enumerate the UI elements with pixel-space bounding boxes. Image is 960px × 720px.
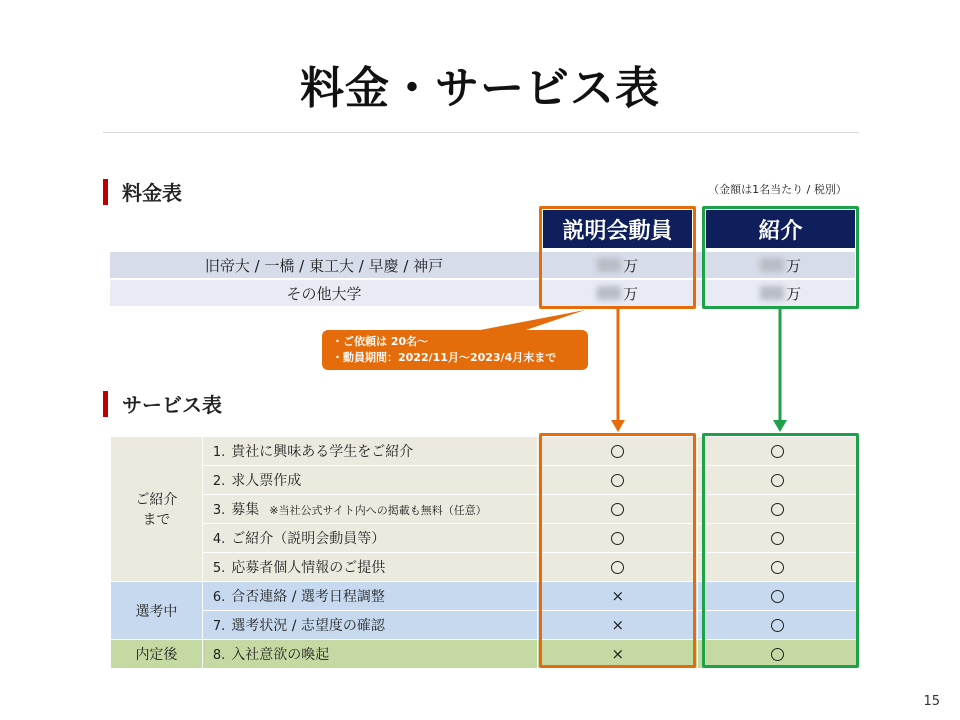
group-cell-senkouchu [111, 582, 203, 640]
heading-accent-bar [103, 391, 108, 417]
item-text: 募集 [231, 502, 260, 518]
setsumeikai-highlight-frame [539, 206, 696, 309]
column-header-shokai: 紹介 [706, 210, 855, 248]
item-number: 2. [212, 474, 226, 489]
group-label: 内定後 [135, 647, 178, 663]
service-section-label: サービス表 [122, 393, 222, 417]
item-number: 8. [212, 648, 226, 663]
item-number: 7. [212, 619, 226, 634]
item-number: 6. [212, 590, 226, 605]
cross-mark: × [611, 616, 625, 634]
group-label: 選考中 [135, 603, 178, 620]
price-unit: 万 [622, 284, 638, 303]
price-unit: 万 [785, 256, 801, 275]
item-number: 1. [212, 445, 226, 460]
price-row-category: 旧帝大 / 一橋 / 東工大 / 早慶 / 神戸 [110, 252, 538, 278]
price-unit: 万 [622, 256, 638, 275]
page-title: 料金・サービス表 [300, 63, 660, 114]
page-number: 15 [923, 694, 940, 709]
cross-mark: × [611, 587, 625, 605]
price-note: （金額は1名当たり / 税別） [708, 183, 847, 196]
item-text: 選考状況 / 志望度の確認 [231, 618, 385, 634]
item-text: ご紹介（説明会動員等） [231, 531, 386, 547]
item-text: 合否連絡 / 選考日程調整 [231, 589, 385, 605]
orange-arrow-head [611, 420, 625, 432]
item-number: 3. [212, 503, 226, 518]
callout-line: ・動員期間：2022/11月～2023/4月末まで [332, 351, 557, 364]
group-label: ご紹介 [135, 492, 178, 508]
service-item [202, 553, 538, 582]
green-arrow-head [773, 420, 787, 432]
item-number: 4. [212, 532, 226, 547]
group-cell-naiteigo [111, 640, 203, 669]
callout-tail [470, 310, 585, 332]
item-text: 貴社に興味ある学生をご紹介 [231, 444, 414, 460]
service-item [202, 611, 538, 640]
shokai-highlight-frame [702, 206, 859, 309]
item-text: 求人票作成 [231, 473, 302, 489]
item-subnote: ※当社公式サイト内への掲載も無料（任意） [269, 504, 487, 517]
service-item [202, 466, 538, 495]
callout-line: ・ご依頼は 20名～ [332, 335, 429, 348]
price-row-category: その他大学 [110, 280, 538, 306]
service-section-heading [103, 389, 222, 418]
item-text: 入社意欲の喚起 [231, 647, 330, 663]
item-text: 応募者個人情報のご提供 [231, 560, 386, 576]
shokai-service-frame [702, 433, 859, 668]
order-conditions-callout [322, 330, 588, 370]
group-label: まで [142, 512, 171, 528]
service-item [202, 495, 538, 524]
item-number: 5. [212, 561, 226, 576]
price-unit: 万 [785, 284, 801, 303]
service-item [202, 437, 538, 466]
price-section-label: 料金表 [122, 181, 182, 205]
service-item [202, 640, 538, 669]
column-header-setsumeikai: 説明会動員 [543, 210, 692, 248]
group-cell-shokai-made [111, 437, 203, 582]
setsumeikai-service-frame [539, 433, 696, 668]
service-item [202, 582, 538, 611]
cross-mark: × [611, 645, 625, 663]
service-item [202, 524, 538, 553]
